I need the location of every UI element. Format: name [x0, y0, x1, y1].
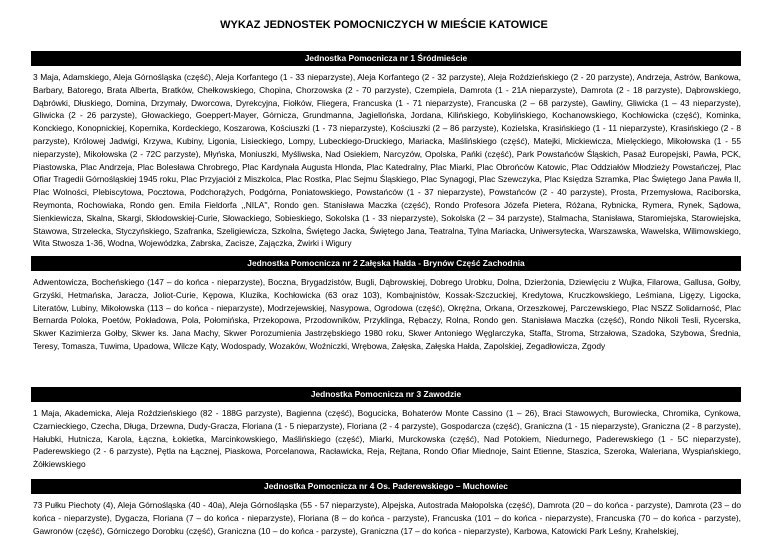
section-streets-3: 1 Maja, Akademicka, Aleja Roździeńskiego (82 - 188G parzyste), Bagienna (część), Bogucicka, Bohaterów Monte Cassino (1 – 26), Braci Stawowych, Burowiecka, Chromika, Cynkowa, Czarnieckiego, Czecha, Długa, Drzewna, Dudy-Gracza, Floriana (1 - 5 nieparzyste), Floriana (2 - 4 parzyste), Gospodarcza (część), Graniczna (1 - 15 nieparzyste), Graniczna (2 - 8 parzyste), Hałubki, Hutnicza, Karola, Łączna, Łokietka, Marcinkowskiego, Maślińskiego (część), Miarki, Murckowska (część), Nad Potokiem, Niedurnego, Paderewskiego (1 - 5C nieparzyste), Paderewskiego (2 - 6 parzyste), Pętla na Łącznej, Piaskowa, Porcelanowa, Racławicka, Reja, Rejtana, Rondo Ofiar Miednoje, Saint Etienne, Staszica, Szeroka, Waleriana, Wyspiańskiego, Żółkiewskiego [33, 408, 741, 470]
section-header-4: Jednostka Pomocnicza nr 4 Os. Paderewskiego – Muchowiec [31, 479, 741, 494]
section-streets-4: 73 Pułku Piechoty (4), Aleja Górnośląska (40 - 40a), Aleja Górnośląska (55 - 57 nieparzyste), Alpejska, Autostrada Małopolska (część), Damrota (20 – do końca - parzyste), Damrota (23 – do końca - nieparzyste), Dygacza, Floriana (7 – do końca - nieparzyste), Floriana (8 – do końca - parzyste), Francuska (101 – do końca - nieparzyste), Francuska (70 – do końca - parzyste), Gawronów (część), Górniczego Dorobku (część), Graniczna (10 – do końca - parzyste), Graniczna (17 – do końca - nieparzyste), Karbowa, Katowicki Park Leśny, Krahelskiej, [33, 500, 741, 536]
section-header-1: Jednostka Pomocnicza nr 1 Śródmieście [31, 51, 741, 66]
document-title: WYKAZ JEDNOSTEK POMOCNICZYCH W MIEŚCIE KATOWICE [220, 19, 548, 31]
section-streets-2: Adwentowicza, Bocheńskiego (147 – do końca - nieparzyste), Boczna, Brygadzistów, Bugli, Dąbrowskiej, Dobrego Urobku, Dolna, Dzierżonia, Dziewięciu z Wujka, Filarowa, Gallusa, Gołby, Grzyśki, Hetmańska, Jaracza, Joliot-Curie, Kępowa, Kluzika, Kochłowicka (63 oraz 103), Kombajnistów, Kossak-Szczuckiej, Kredytowa, Kruczkowskiego, Leśmiana, Ligęzy, Ligocka, Literatów, Lubiny, Mikołowska (113 – do końca - nieparzyste), Modrzejewskiej, Nasypowa, Ogrodowa (część), Okrężna, Orkana, Orzeszkowej, Parczewskiego, Plac NSZZ Solidarność, Plac Bernarda Poloka, Poetów, Pokładowa, Pola, Połomińska, Przekopowa, Przodowników, Przyklinga, Rębaczy, Rolna, Rondo gen. Stanisława Maczka (część), Rondo Nikoli Tesli, Rycerska, Skwer Kazimierza Gołby, Skwer ks. Jana Machy, Skwer Porozumienia Jastrzębskiego 1980 roku, Skwer Antoniego Węglarczyka, Staffa, Stroma, Strzałowa, Szadoka, Szybowa, Średnia, Teresy, Tomasza, Tuwima, Upadowa, Wilcze Kąty, Wodospady, Wozaków, Woźniczki, Wrębowa, Załęska, Załęska Hałda, Zapolskiej, Zegadłowicza, Zgody [33, 277, 741, 351]
section-streets-1: 3 Maja, Adamskiego, Aleja Górnośląska (część), Aleja Korfantego (1 - 33 nieparzyste), Aleja Korfantego (2 - 32 parzyste), Aleja Roździeńskiego (2 - 20 parzyste), Andrzeja, Astrów, Bankowa, Barbary, Batorego, Brata Alberta, Bratków, Chełkowskiego, Chopina, Chorzowska (2 - 70 parzyste), Czempiela, Damrota (1 - 21A nieparzyste), Damrota (2 - 18 parzyste), Dąbrowskiego, Dąbrówki, Dłuskiego, Domina, Drzymały, Dworcowa, Dyrekcyjna, Fiołków, Fliegera, Francuska (1 - 71 nieparzyste), Francuska (2 – 68 parzyste), Gawliny, Gliwicka (1 – 43 nieparzyste), Gliwicka (2 - 26 parzyste), Głowackiego, Goeppert-Mayer, Górnicza, Grundmanna, Jagiellońska, Jordana, Kilińskiego, Kobylińskiego, Kochanowskiego, Kochłowicka (część), Kominka, Konckiego, Konopnickiej, Kopernika, Kordeckiego, Koszarowa, Kościuszki (1 - 73 nieparzyste), Kościuszki (2 – 86 parzyste), Kozielska, Krasińskiego (1 - 11 nieparzyste), Krasińskiego (2 - 8 parzyste), Królowej Jadwigi, Krzywa, Kubiny, Ligonia, Lisieckiego, Lompy, Lubeckiego-Druckiego, Mariacka, Maślińskiego (część), Matejki, Mickiewicza, Mielęckiego, Mikołowska (1 - 55 nieparzyste), Mikołowska (2 - 72C parzyste), Młyńska, Moniuszki, Myśliwska, Nad Osiekiem, Narcyzów, Opolska, Pańki (część), Park Powstańców Śląskich, Pasaż Europejski, Pawła, PCK, Piastowska, Plac Andrzeja, Plac Bolesława Chrobrego, Plac Kardynała Augusta Hlonda, Plac Katedralny, Plac Miarki, Plac Obrońców Katowic, Plac Oddziałów Młodzieży Powstańczej, Plac Ofiar Tragedii Górnośląskiej 1945 roku, Plac Przyjaciół z Miszkolca, Plac Rostka, Plac Sejmu Śląskiego, Plac Synagogi, Plac Szewczyka, Plac Księdza Szramka, Plac Świętego Jana Pawła II, Plac Wolności, Plebiscytowa, Pocztowa, Podchorążych, Podgórna, Poniatowskiego, Powstańców (1 - 37 nieparzyste), Powstańców (2 - 40 parzyste), Prosta, Przemysłowa, Raciborska, Reymonta, Rochowiaka, Rondo gen. Emila Fieldorfa ,,NILA'', Rondo gen. Stanisława Maczka (część), Rondo Profesora Józefa Pietera, Różana, Rybnicka, Rymera, Rynek, Sądowa, Sienkiewicza, Skalna, Skargi, Skłodowskiej-Curie, Słowackiego, Sobieskiego, Sokolska (1 - 33 nieparzyste), Sokolska (2 – 34 parzyste), Stalmacha, Stanisława, Staromiejska, Starowiejska, Stawowa, Strzelecka, Styczyńskiego, Szafranka, Szeligiewicza, Szkolna, Świętego Jacka, Świętego Jana, Teatralna, Tylna Mariacka, Uniwersytecka, Warszawska, Wawelska, Wilimowskiego, Wita Stwosza 1-36, Wodna, Wojewódzka, Zabrska, Zacisze, Zajączka, Żwirki i Wigury [33, 72, 741, 249]
section-header-3: Jednostka Pomocnicza nr 3 Zawodzie [31, 387, 741, 402]
section-header-2: Jednostka Pomocnicza nr 2 Załęska Hałda - Brynów Część Zachodnia [31, 256, 741, 271]
